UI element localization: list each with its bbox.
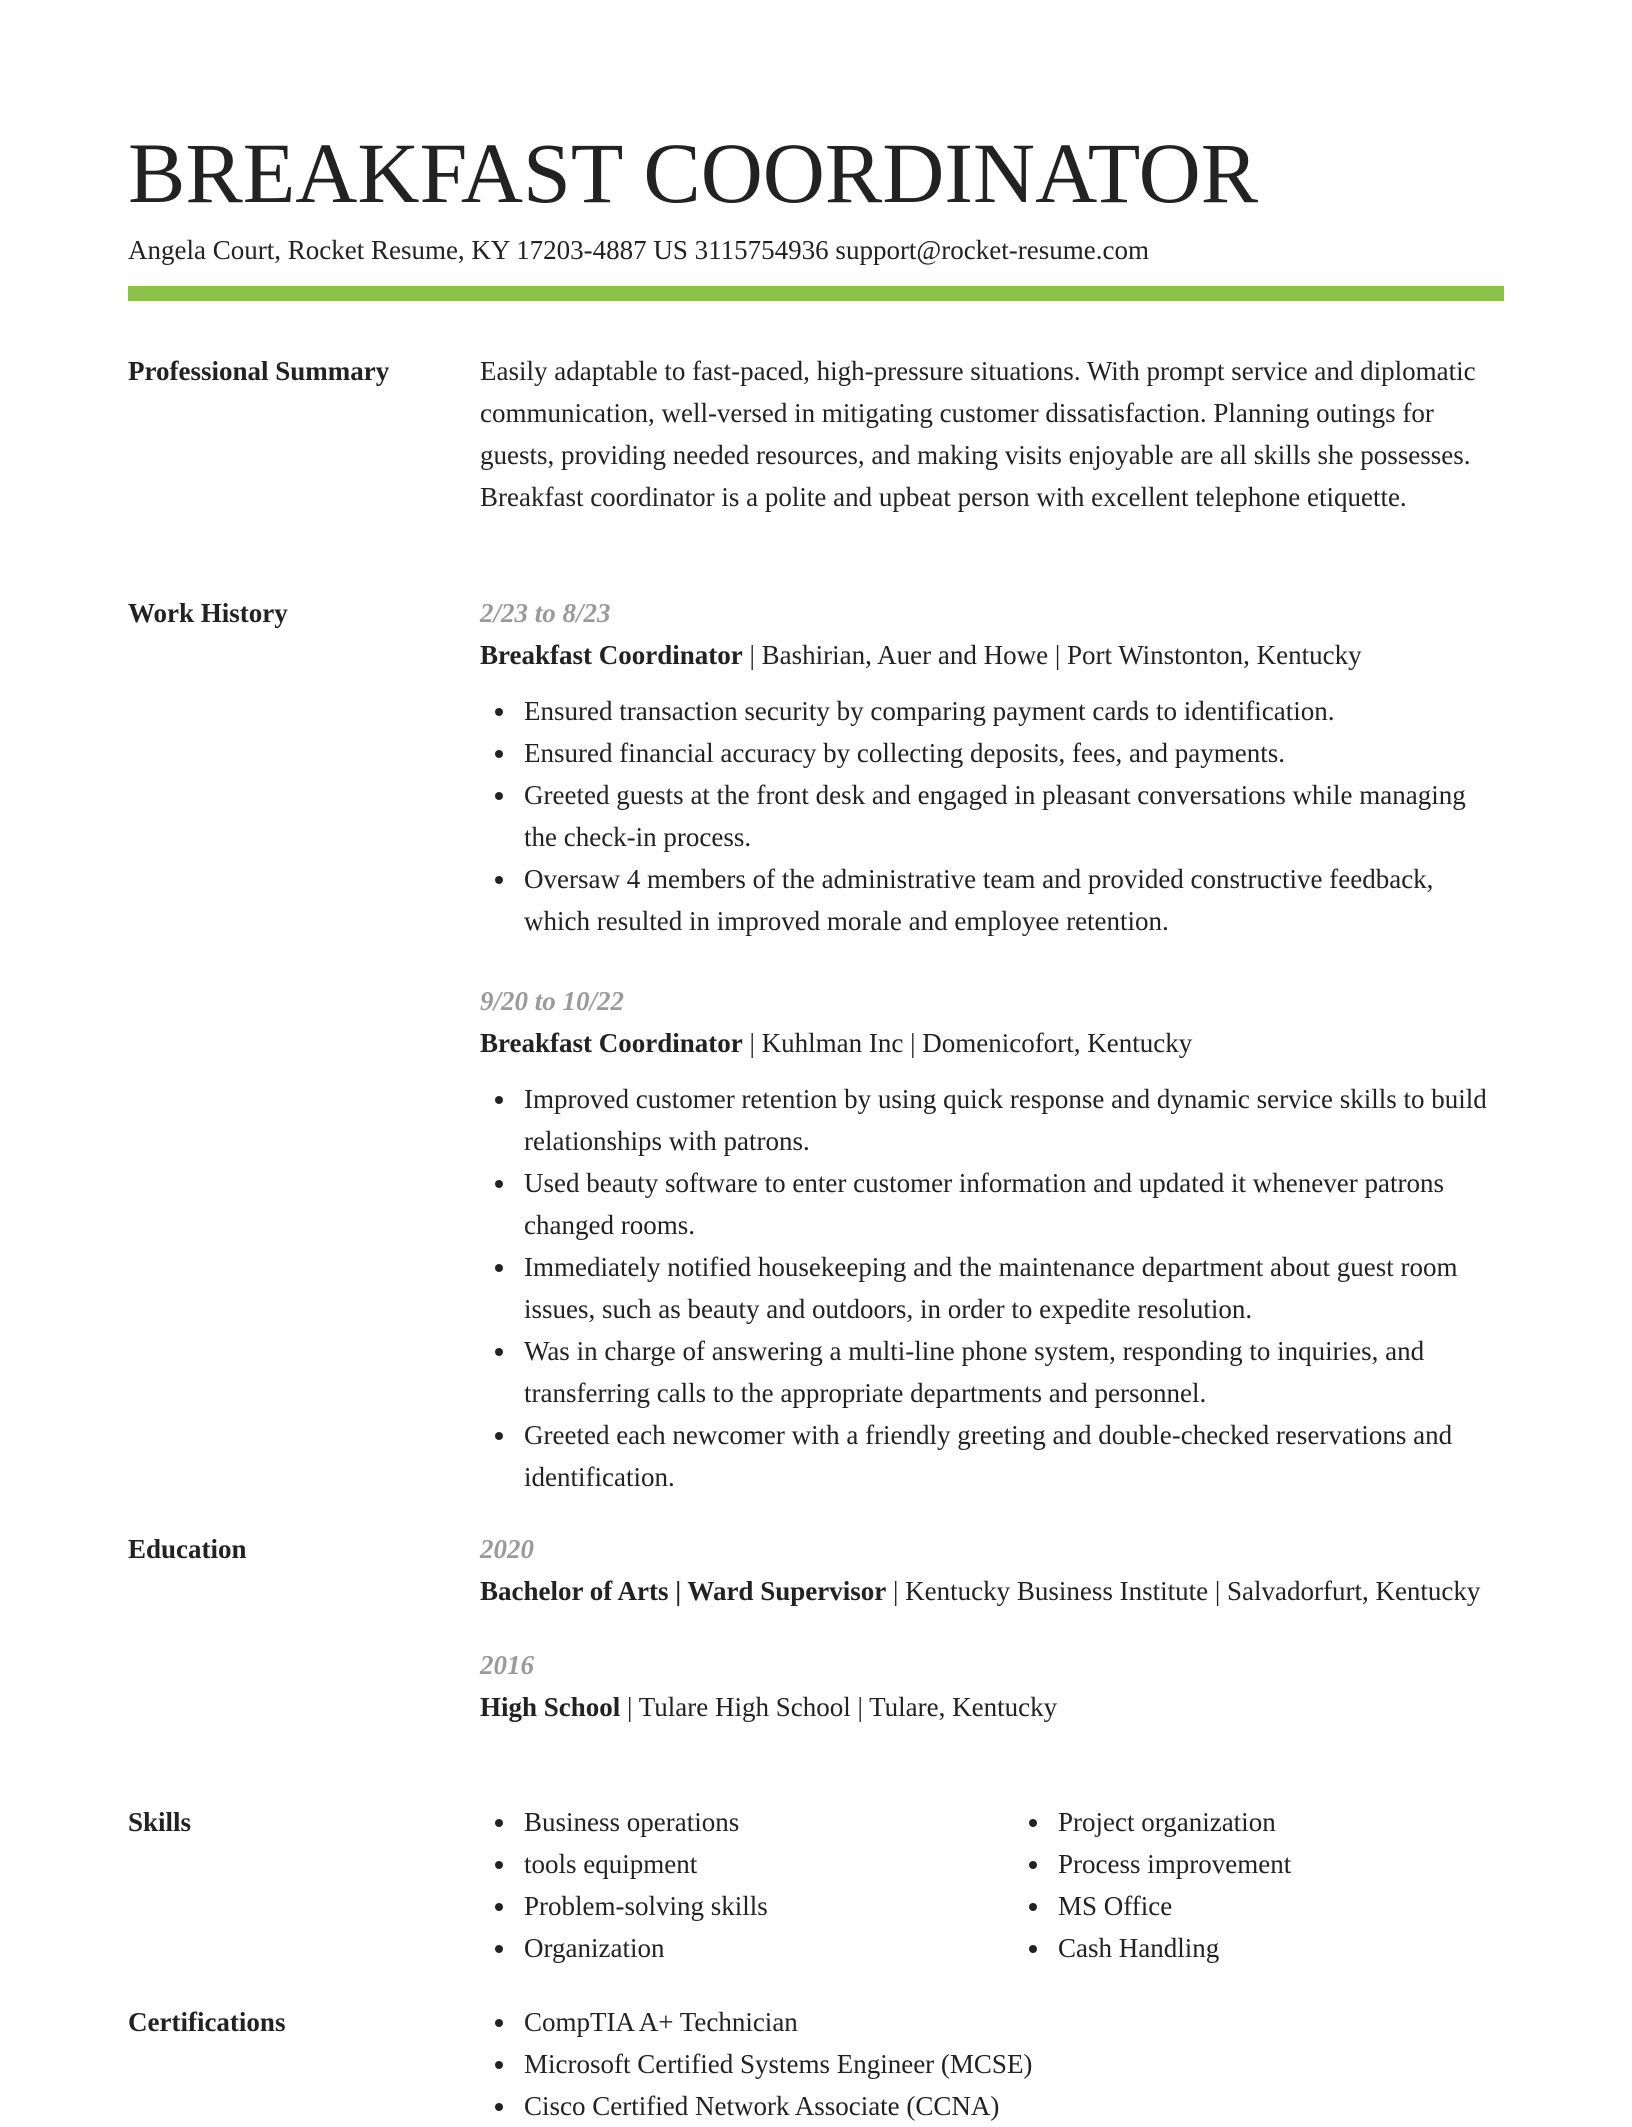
job-title: Breakfast Coordinator <box>480 640 743 670</box>
certification-item: CompTIA A+ Technician <box>524 2001 1504 2043</box>
job-employer-location: | Bashirian, Auer and Howe | Port Winstonton, Kentucky <box>742 640 1362 670</box>
skills-column <box>480 1801 970 1969</box>
summary-body <box>480 350 1504 518</box>
job-title-line <box>480 1022 1504 1064</box>
certification-item: Microsoft Certified Systems Engineer (MCSE) <box>524 2043 1504 2085</box>
skill-item: Process improvement <box>1058 1843 1504 1885</box>
job-entry <box>480 592 1504 942</box>
job-bullet: Greeted each newcomer with a friendly greeting and double-checked reservations and identification. <box>524 1414 1504 1498</box>
job-bullet: Immediately notified housekeeping and the maintenance department about guest room issues, such as beauty and outdoors, in order to expedite resolution. <box>524 1246 1504 1330</box>
candidate-name: BREAKFAST COORDINATOR <box>128 125 1259 221</box>
education-entry <box>480 1528 1504 1612</box>
job-bullet: Ensured financial accuracy by collecting deposits, fees, and payments. <box>524 732 1504 774</box>
job-dates: 9/20 to 10/22 <box>480 986 625 1016</box>
job-bullet: Greeted guests at the front desk and engaged in pleasant conversations while managing the check-in process. <box>524 774 1504 858</box>
job-title-line <box>480 634 1504 676</box>
job-entry <box>480 980 1504 1498</box>
job-employer-location: | Kuhlman Inc | Domenicofort, Kentucky <box>742 1028 1193 1058</box>
section-label-education: Education <box>128 1534 247 1564</box>
skill-item: Problem-solving skills <box>524 1885 970 1927</box>
contact-info: Angela Court, Rocket Resume, KY 17203-4887 US 3115754936 support@rocket-resume.com <box>128 235 1149 265</box>
section-label-certifications: Certifications <box>128 2007 286 2037</box>
job-bullet: Oversaw 4 members of the administrative team and provided constructive feedback, which resulted in improved morale and employee retention. <box>524 858 1504 942</box>
skill-item: Business operations <box>524 1801 970 1843</box>
job-bullet: Ensured transaction security by comparing payment cards to identification. <box>524 690 1504 732</box>
work-history-body <box>480 592 1504 1498</box>
job-bullet-list <box>480 1078 1504 1498</box>
skills-body <box>480 1801 1504 1969</box>
skill-item: Project organization <box>1058 1801 1504 1843</box>
certifications-body <box>480 2001 1504 2127</box>
job-dates: 2/23 to 8/23 <box>480 598 611 628</box>
job-title: Breakfast Coordinator <box>480 1028 743 1058</box>
skill-item: Organization <box>524 1927 970 1969</box>
education-degree: High School <box>480 1692 621 1722</box>
education-school-location: | Tulare High School | Tulare, Kentucky <box>620 1692 1058 1722</box>
job-bullet: Used beauty software to enter customer information and updated it whenever patrons changed rooms. <box>524 1162 1504 1246</box>
section-label-summary: Professional Summary <box>128 356 390 386</box>
education-school-location: | Kentucky Business Institute | Salvadorfurt, Kentucky <box>886 1576 1481 1606</box>
job-bullet: Improved customer retention by using quick response and dynamic service skills to build relationships with patrons. <box>524 1078 1504 1162</box>
skill-item: MS Office <box>1058 1885 1504 1927</box>
certifications-list <box>480 2001 1504 2127</box>
section-label-work-history: Work History <box>128 598 288 628</box>
education-year: 2020 <box>480 1534 534 1564</box>
certification-item: Cisco Certified Network Associate (CCNA) <box>524 2085 1504 2127</box>
skill-item: tools equipment <box>524 1843 970 1885</box>
skill-item: Cash Handling <box>1058 1927 1504 1969</box>
education-line <box>480 1686 1504 1728</box>
education-body <box>480 1528 1504 1728</box>
skills-column <box>1014 1801 1504 1969</box>
summary-text: Easily adaptable to fast-paced, high-pressure situations. With prompt service and diplomatic communication, well-versed in mitigating customer dissatisfaction. Planning outings for guests, providing needed resources, and making visits enjoyable are all skills she possesses. Breakfast coordinator is a polite and upbeat person with excellent telephone etiquette. <box>480 356 1476 512</box>
education-year: 2016 <box>480 1650 534 1680</box>
skills-grid <box>480 1801 1504 1969</box>
education-degree: Bachelor of Arts | Ward Supervisor <box>480 1576 887 1606</box>
job-bullet-list <box>480 690 1504 942</box>
job-bullet: Was in charge of answering a multi-line phone system, responding to inquiries, and transferring calls to the appropriate departments and personnel. <box>524 1330 1504 1414</box>
education-entry <box>480 1644 1504 1728</box>
header-divider <box>128 286 1504 301</box>
section-label-skills: Skills <box>128 1807 192 1837</box>
education-line <box>480 1570 1504 1612</box>
